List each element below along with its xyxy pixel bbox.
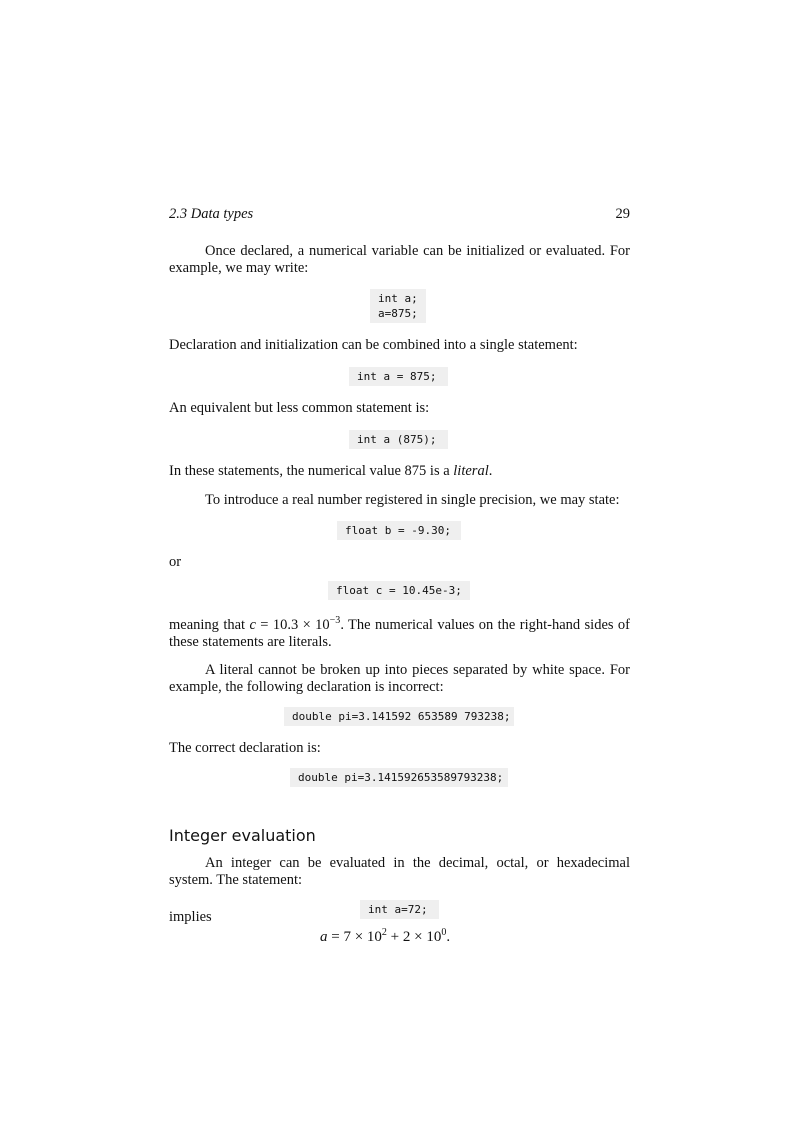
paragraph-single-precision: To introduce a real number registered in single precision, we may state: [205, 492, 620, 508]
literal-text: In these statements, the numerical value 875 is a [169, 463, 454, 479]
literal-emphasis: literal [453, 463, 489, 479]
code-block-int-72: int a=72; [360, 900, 439, 919]
equation-decimal [320, 929, 450, 946]
paragraph-meaning [169, 617, 630, 651]
section-heading: Integer evaluation [169, 826, 316, 845]
math-expression: = 10.3 × 10 [255, 617, 330, 633]
equation-variable: a [320, 929, 328, 945]
math-exponent: −3 [329, 615, 341, 626]
paragraph-literal [169, 463, 630, 480]
code-block-correct: double pi=3.141592653589793238; [290, 768, 508, 787]
code-block-incorrect: double pi=3.141592 653589 793238; [284, 707, 514, 726]
paragraph-whitespace: A literal cannot be broken up into pieces separated by white space. For example, the following declaration is incorrect: [169, 662, 630, 695]
code-block-float-b: float b = -9.30; [337, 521, 461, 540]
paragraph-initialization: Once declared, a numerical variable can be initialized or evaluated. For example, we may write: [169, 243, 630, 276]
paragraph-or: or [169, 554, 182, 570]
equation-exponent: 0 [441, 927, 447, 938]
math-variable-c: c [249, 617, 256, 633]
equation-exponent: 2 [381, 927, 387, 938]
code-block-constructor-init: int a (875); [349, 430, 448, 449]
meaning-post: . The numerical values on the right-hand sides of these statements are literals. [169, 617, 631, 650]
page-number: 29 [615, 206, 630, 222]
code-block-declare [370, 289, 426, 323]
paragraph-equivalent: An equivalent but less common statement is: [169, 400, 430, 416]
equation-part: + 2 × 10 [386, 929, 442, 945]
meaning-pre: meaning that [169, 617, 250, 633]
code-line: a=875; [378, 307, 418, 320]
running-header-section: 2.3 Data types [169, 206, 254, 222]
paragraph-correct: The correct declaration is: [169, 740, 321, 756]
paragraph-implies: implies [169, 909, 212, 925]
paragraph-combined: Declaration and initialization can be combined into a single statement: [169, 337, 578, 353]
paragraph-integer-eval: An integer can be evaluated in the decimal, octal, or hexadecimal system. The statement: [169, 855, 630, 888]
equation-end: . [446, 929, 451, 945]
code-block-float-c: float c = 10.45e-3; [328, 581, 470, 600]
code-block-init: int a = 875; [349, 367, 448, 386]
code-line: int a; [378, 292, 418, 305]
equation-part: = 7 × 10 [327, 929, 382, 945]
literal-end: . [488, 463, 493, 479]
